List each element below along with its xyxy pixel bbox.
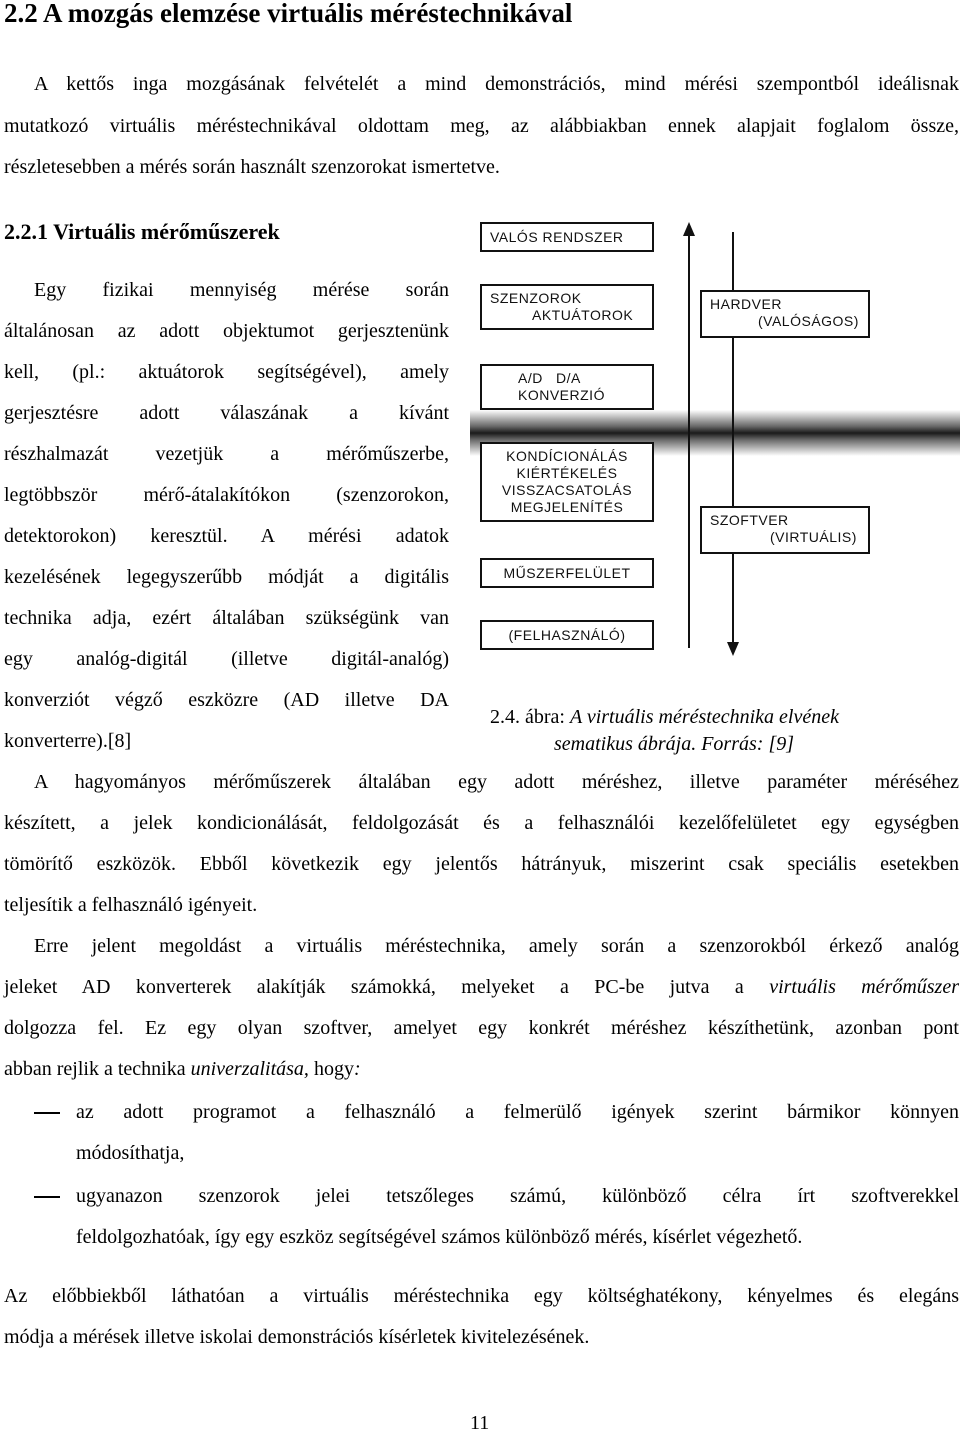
box-valos-label: VALÓS RENDSZER: [490, 229, 624, 245]
para3-line-3: dolgozza fel. Ez egy olyan szoftver, amelyet egy konkrét méréshez készíthetünk, azonban pont: [4, 1017, 959, 1039]
box-kondicionalas-label: KONDÍCIONÁLÁS: [506, 448, 628, 464]
conclusion-line-1: Az előbbiekből láthatóan a virtuális méréstechnika egy költséghatékony, kényelmes és elegáns: [4, 1285, 959, 1307]
bullet-dash-1: [34, 1112, 60, 1114]
box-aktuatorok-label: AKTUÁTOROK: [532, 307, 634, 323]
intro-line-1: A kettős inga mozgásának felvételét a mind demonstrációs, mind mérési szempontból ideálisnak: [34, 73, 959, 95]
subsection-heading: 2.2.1 Virtuális mérőműszerek: [4, 219, 280, 244]
box-megjelenites-label: MEGJELENÍTÉS: [510, 499, 624, 515]
column-line-9: technika adja, ezért általában szükségünk van: [4, 607, 449, 629]
term-universality: univerzalitása,: [190, 1058, 309, 1080]
column-line-11: konverziót végző eszközre (AD illetve DA: [4, 689, 449, 711]
valosagos-label: (VALÓSÁGOS): [758, 313, 859, 329]
box-szenzorok-label: SZENZOROK: [490, 290, 582, 306]
box-visszacsatolas-label: VISSZACSATOLÁS: [501, 482, 633, 498]
column-line-10: egy analóg-digitál (illetve digitál-analóg): [4, 648, 449, 670]
para3-colon: :: [353, 1058, 361, 1080]
conclusion-line-2: módja a mérések illetve iskolai demonstrációs kísérletek kivitelezésének.: [4, 1326, 590, 1348]
column-line-2: általánosan az adott objektumot gerjesztenünk: [4, 320, 449, 342]
column-line-1: Egy fizikai mennyiség mérése során: [34, 279, 449, 301]
box-valos-rendszer: [480, 222, 654, 252]
para2-line-3: tömörítő eszközök. Ebből következik egy jelentős hátrányuk, miszerint csak speciális esetekben: [4, 853, 959, 875]
page-number: 11: [470, 1412, 490, 1434]
section-heading: 2.2 A mozgás elemzése virtuális méréstechnikával: [4, 0, 573, 28]
para3-line-4: [4, 1049, 361, 1089]
box-muszerfelulet: [480, 558, 654, 588]
box-hardver: [700, 290, 870, 338]
virtual-measurement-diagram: [470, 218, 960, 688]
hardver-label: HARDVER: [710, 296, 782, 312]
para3-line-2: [4, 967, 959, 1007]
bullet-1-line-2: módosíthatja,: [76, 1142, 185, 1164]
caption-text-1: A virtuális méréstechnika elvének: [569, 706, 839, 728]
column-line-7: detektorokon) keresztül. A mérési adatok: [4, 525, 449, 547]
box-kiertekeles-label: KIÉRTÉKELÉS: [516, 465, 618, 481]
column-line-3: kell, (pl.: aktuátorok segítségével), amely: [4, 361, 449, 383]
para2-line-4: teljesítik a felhasználó igényeit.: [4, 894, 258, 916]
box-kondicionalas: [480, 442, 654, 522]
arrow-right-head: [727, 642, 739, 656]
box-felhasznalo-label: (FELHASZNÁLÓ): [508, 627, 626, 643]
bullet-2-line-2: feldolgozhatóak, így egy eszköz segítségével számos különböző mérés, kísérlet végezhető.: [76, 1226, 803, 1248]
para2-line-2: készített, a jelek kondicionálását, feldolgozását és a felhasználói kezelőfelületet egy egységben: [4, 812, 959, 834]
column-line-5: részhalmazát vezetjük a mérőműszerbe,: [4, 443, 449, 465]
box-muszerfelulet-label: MŰSZERFELÜLET: [503, 565, 631, 581]
figure-caption: [490, 704, 839, 731]
column-line-8: kezelésének legegyszerűbb módját a digitális: [4, 566, 449, 588]
box-konverzio-label: KONVERZIÓ: [518, 387, 605, 403]
box-felhasznalo: [480, 620, 654, 650]
bullet-2-line-1: ugyanazon szenzorok jelei tetszőleges számú, különböző célra írt szoftverekkel: [76, 1185, 959, 1207]
caption-text-2: sematikus ábrája. Forrás: [9]: [554, 733, 795, 755]
para2-line-1: A hagyományos mérőműszerek általában egy adott méréshez, illetve paraméter méréséhez: [34, 771, 959, 793]
virtualis-label: (VIRTUÁLIS): [770, 529, 857, 545]
szoftver-label: SZOFTVER: [710, 512, 789, 528]
bullet-1-line-1: az adott programot a felhasználó a felmerülő igények szerint bármikor könnyen: [76, 1101, 959, 1123]
term-virtual-instrument: virtuális mérőműszer: [769, 976, 960, 998]
para3-line-2-text: jeleket AD konverterek alakítják számokká, melyeket a PC-be jutva a: [4, 976, 770, 998]
intro-line-2: mutatkozó virtuális méréstechnikával oldottam meg, az alábbiakban ennek alapjait foglalom össze,: [4, 115, 959, 137]
box-szoftver: [700, 506, 870, 554]
box-ad-label: A/D D/A: [518, 370, 581, 386]
para3-line-4-tail: hogy: [308, 1058, 354, 1080]
arrow-left-head: [683, 222, 695, 236]
bullet-dash-2: [34, 1196, 60, 1198]
box-szenzorok: [480, 284, 654, 330]
column-line-12: konverterre).[8]: [4, 730, 132, 752]
para3-line-1: Erre jelent megoldást a virtuális méréstechnika, amely során a szenzorokból érkező analóg: [34, 935, 959, 957]
box-ad-konverzio: [480, 364, 654, 410]
column-line-4: gerjesztésre adott válaszának a kívánt: [4, 402, 449, 424]
intro-line-3: részletesebben a mérés során használt szenzorokat ismertetve.: [4, 156, 500, 178]
column-line-6: legtöbbször mérő-átalakítókon (szenzorokon,: [4, 484, 449, 506]
para3-line-4-text: abban rejlik a technika: [4, 1058, 191, 1080]
caption-number: 2.4. ábra:: [490, 706, 565, 728]
